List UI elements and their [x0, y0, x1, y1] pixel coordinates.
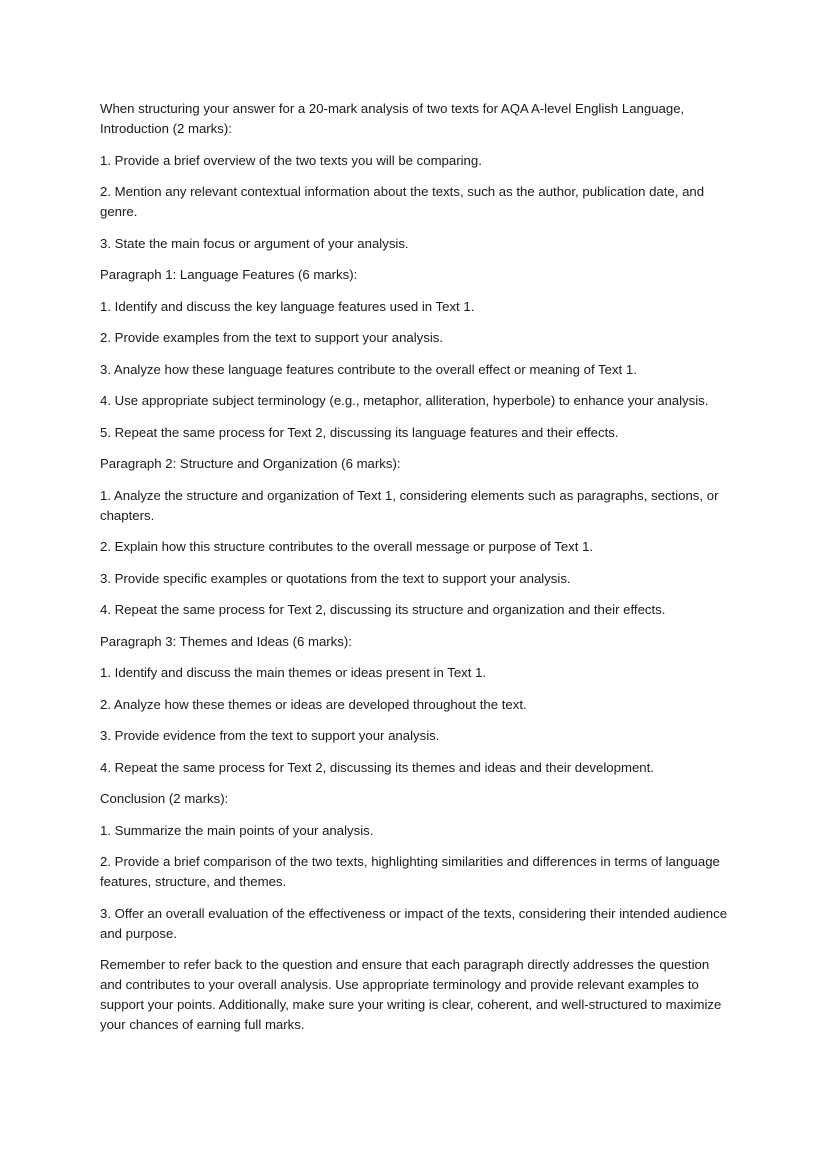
intro-point-3: 3. State the main focus or argument of your analysis.: [100, 235, 409, 251]
intro-paragraph: [100, 99, 730, 139]
language-point-2: 2. Provide examples from the text to support your analysis.: [100, 330, 444, 345]
language-point-1: 1. Identify and discuss the key language features used in Text 1.: [100, 298, 475, 314]
themes-point-2: 2. Analyze how these themes or ideas are developed throughout the text.: [100, 696, 527, 712]
conclusion-point-1: 1. Summarize the main points of your analysis.: [100, 822, 374, 838]
language-point-4: 4. Use appropriate subject terminology (e.g., metaphor, alliteration, hyperbole) to enhance your analysis.: [100, 393, 709, 408]
section-heading-language: Paragraph 1: Language Features (6 marks):: [100, 267, 358, 282]
structure-point-3: 3. Provide specific examples or quotations from the text to support your analysis.: [100, 570, 571, 586]
structure-point-2: 2. Explain how this structure contributes to the overall message or purpose of Text 1.: [100, 539, 594, 554]
language-point-5: 5. Repeat the same process for Text 2, discussing its language features and their effects.: [100, 424, 619, 440]
themes-point-1: 1. Identify and discuss the main themes or ideas present in Text 1.: [100, 665, 487, 680]
themes-point-3: 3. Provide evidence from the text to support your analysis.: [100, 728, 440, 743]
section-heading-structure: Paragraph 2: Structure and Organization (6 marks):: [100, 456, 401, 471]
structure-point-4: 4. Repeat the same process for Text 2, discussing its structure and organization and their effects.: [100, 602, 666, 617]
document-page: [100, 99, 730, 1035]
structure-point-1: 1. Analyze the structure and organization of Text 1, considering elements such as paragraphs, sections, or chapters.: [100, 487, 719, 523]
intro-line: When structuring your answer for a 20-mark analysis of two texts for AQA A-level English Language,: [100, 101, 685, 116]
closing-paragraph: Remember to refer back to the question and ensure that each paragraph directly addresses the question and contributes to your overall analysis. Use appropriate terminology and provide relevant examples to support your points. Additionally, make sure your writing is clear, coherent, and well-structured to maximize your chances of earning full marks.: [100, 957, 722, 1032]
intro-point-1: 1. Provide a brief overview of the two texts you will be comparing.: [100, 152, 482, 168]
conclusion-point-3: 3. Offer an overall evaluation of the effectiveness or impact of the texts, considering their intended audience and purpose.: [100, 905, 728, 941]
section-heading-themes: Paragraph 3: Themes and Ideas (6 marks):: [100, 633, 352, 649]
section-heading-conclusion: Conclusion (2 marks):: [100, 791, 229, 806]
intro-heading: Introduction (2 marks):: [100, 121, 232, 136]
conclusion-point-2: 2. Provide a brief comparison of the two texts, highlighting similarities and differences in terms of language features, structure, and themes.: [100, 854, 720, 889]
language-point-3: 3. Analyze how these language features contribute to the overall effect or meaning of Text 1.: [100, 361, 637, 377]
themes-point-4: 4. Repeat the same process for Text 2, discussing its themes and ideas and their development.: [100, 759, 654, 775]
intro-point-2: 2. Mention any relevant contextual information about the texts, such as the author, publication date, and genre.: [100, 184, 705, 219]
